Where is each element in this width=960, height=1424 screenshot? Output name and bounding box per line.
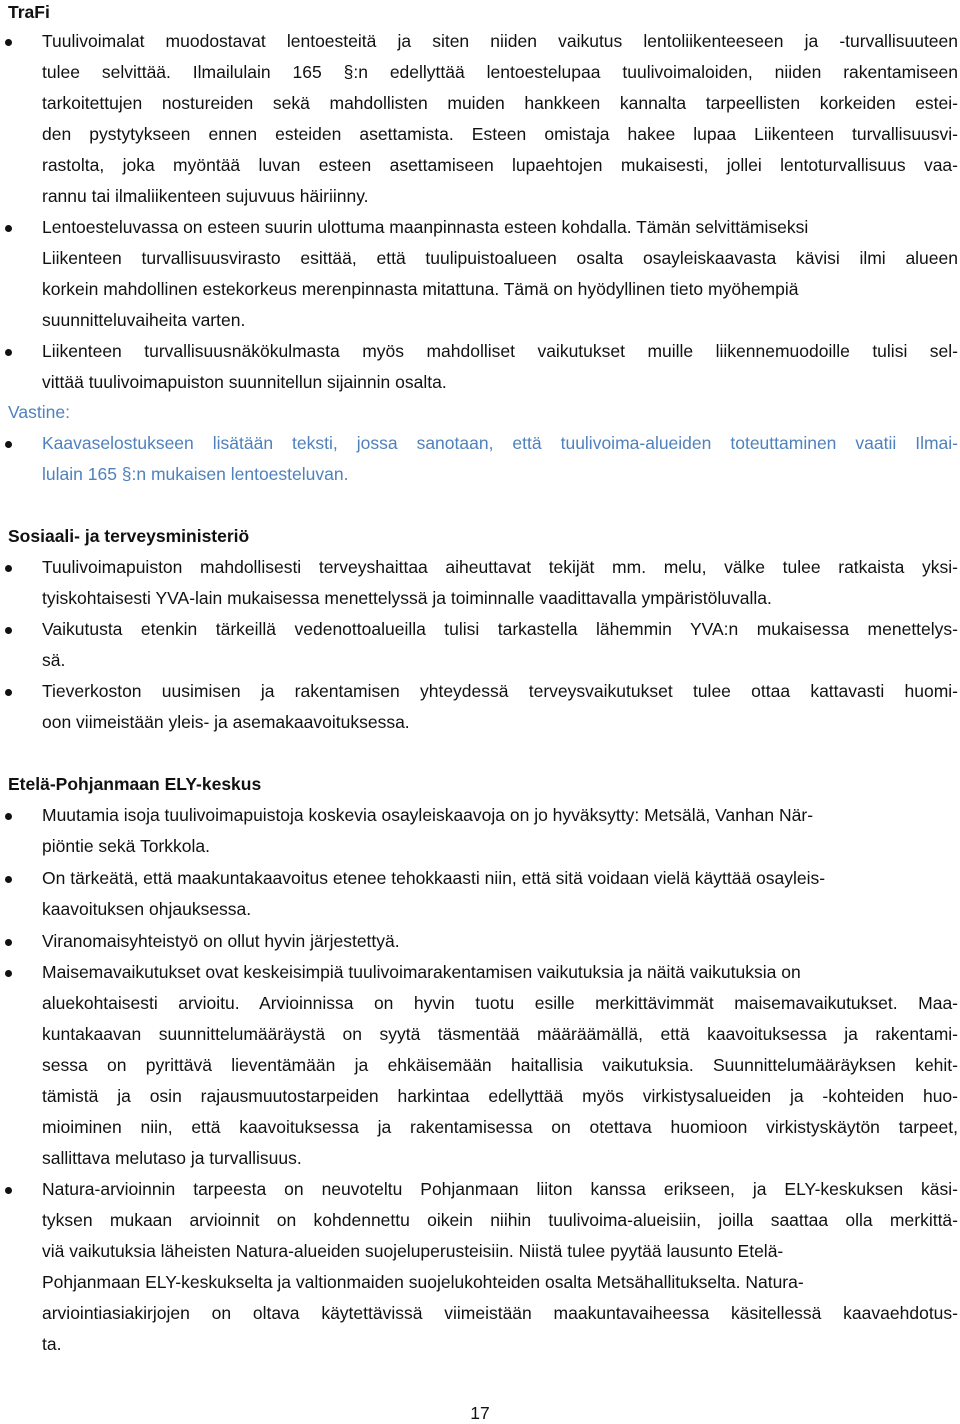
bullet-dot — [5, 970, 12, 977]
vastine-text-line: lulain 165 §:n mukaisen lentoesteluvan. — [42, 464, 349, 484]
bullet-dot — [5, 1187, 12, 1194]
text-line: Natura-arvioinnin tarpeesta on neuvoteltu Pohjanmaan liiton kanssa erikseen, ja ELY-keskuksen käsi- — [42, 1179, 958, 1199]
bullet-dot — [5, 813, 12, 820]
text-line: sallittava melutaso ja turvallisuus. — [42, 1148, 302, 1168]
text-line: oon viimeistään yleis- ja asemakaavoituksessa. — [42, 712, 410, 732]
text-line: kaavoituksen ohjauksessa. — [42, 899, 252, 919]
text-line: rannu tai ilmaliikenteen sujuvuus häiriinny. — [42, 186, 369, 206]
vastine-text-line: Kaavaselostukseen lisätään teksti, jossa sanotaan, että tuulivoima-alueiden toteuttaminen vaatii Ilmai- — [42, 433, 958, 453]
text-line: vittää tuulivoimapuiston suunnitellun sijainnin osalta. — [42, 372, 447, 392]
bullet-dot — [5, 565, 12, 572]
bullet-dot — [5, 689, 12, 696]
text-line: Pohjanmaan ELY-keskukselta ja valtionmaiden suojelukohteiden osalta Metsähallitukselta. Natura- — [42, 1272, 804, 1292]
text-line: aluekohtaisesti arvioitu. Arvioinnissa on hyvin tuotu esille merkittävimmät maisemavaikutukset. Maa- — [42, 993, 958, 1013]
bullet-dot — [5, 39, 12, 46]
section-heading-stm: Sosiaali- ja terveysministeriö — [8, 526, 250, 546]
bullet-dot — [5, 349, 12, 356]
bullet-dot — [5, 876, 12, 883]
text-line: suunnitteluvaiheita varten. — [42, 310, 246, 330]
text-line: korkein mahdollinen estekorkeus merenpinnasta mitattuna. Tämä on hyödyllinen tieto myöhempiä — [42, 279, 799, 299]
text-line: arviointiasiakirjojen on oltava käytettävissä viimeistään maakuntavaiheessa käsitellessä kaavaehdotus- — [42, 1303, 958, 1323]
text-line: Muutamia isoja tuulivoimapuistoja koskevia osayleiskaavoja on jo hyväksytty: Metsälä, Vanhan När- — [42, 805, 814, 825]
text-line: Vaikutusta etenkin tärkeillä vedenottoalueilla tulisi tarkastella lähemmin YVA:n mukaisessa menettelys- — [42, 619, 958, 639]
text-line: On tärkeätä, että maakuntakaavoitus etenee tehokkaasti niin, että sitä voidaan vielä käyttää osayleis- — [42, 868, 826, 888]
text-line: tyksen mukaan arvioinnit on kohdennettu oikein niihin tuulivoima-alueisiin, joilla saattaa olla merkittä- — [42, 1210, 958, 1230]
text-line: tarkoitettujen nostureiden sekä mahdollisten muiden hankkeen kannalta tarpeellisten korkeiden estei- — [42, 93, 958, 113]
bullet-dot — [5, 441, 12, 448]
text-line: Liikenteen turvallisuusvirasto esittää, että tuulipuistoalueen osalta osayleiskaavasta kävisi ilmi alueen — [42, 248, 958, 268]
text-line: Tieverkoston uusimisen ja rakentamisen yhteydessä terveysvaikutukset tulee ottaa kattavasti huomi- — [42, 681, 958, 701]
text-line: piöntie sekä Torkkola. — [42, 836, 210, 856]
text-line: Liikenteen turvallisuusnäkökulmasta myös mahdolliset vaikutukset muille liikennemuodoille tulisi sel- — [42, 341, 958, 361]
section-heading-trafi: TraFi — [8, 2, 50, 22]
text-line: tyiskohtaisesti YVA-lain mukaisessa menettelyssä ja toiminnalle vaadittavalla ympäristöluvalla. — [42, 588, 772, 608]
text-line: mioiminen niin, että kaavoituksessa ja rakentamisessa on otettava huomioon virkistyskäytön tarpeet, — [42, 1117, 958, 1137]
text-line: sessa on pyrittävä lieventämään ja ehkäisemään haitallisia vaikutuksia. Suunnittelumääräyksen kehit- — [42, 1055, 958, 1075]
text-line: viä vaikutuksia läheisten Natura-alueiden suojeluperusteisiin. Niistä tulee pyytää lausunto Etelä- — [42, 1241, 784, 1261]
text-line: rastolta, joka myöntää luvan esteen asettamiseen lupaehtojen mukaisesti, jollei lentoturvallisuus vaa- — [42, 155, 958, 175]
text-line: den pystytykseen ennen esteiden asettamista. Esteen omistaja hakee lupaa Liikenteen turvallisuusvi- — [42, 124, 958, 144]
text-line: sä. — [42, 650, 66, 670]
text-line: Tuulivoimapuiston mahdollisesti terveyshaittaa aiheuttavat tekijät mm. melu, välke tulee ratkaista yksi- — [42, 557, 958, 577]
text-line: tämistä ja osin rajausmuutostarpeiden harkintaa edellyttää myös virkistysalueiden ja -kohteiden huo- — [42, 1086, 958, 1106]
text-line: Tuulivoimalat muodostavat lentoesteitä ja siten niiden vaikutus lentoliikenteeseen ja -turvallisuuteen — [42, 31, 958, 51]
text-line: ta. — [42, 1334, 62, 1354]
bullet-dot — [5, 225, 12, 232]
bullet-dot — [5, 939, 12, 946]
text-line: Viranomaisyhteistyö on ollut hyvin järjestettyä. — [42, 931, 400, 951]
text-line: Maisemavaikutukset ovat keskeisimpiä tuulivoimarakentamisen vaikutuksia ja näitä vaikutuksia on — [42, 962, 801, 982]
text-line: kuntakaavan suunnittelumääräystä on syytä täsmentää määräämällä, että kaavoituksessa ja rakentami- — [42, 1024, 958, 1044]
bullet-dot — [5, 627, 12, 634]
vastine-label: Vastine: — [8, 402, 70, 422]
page-number: 17 — [470, 1403, 490, 1423]
text-line: Lentoesteluvassa on esteen suurin ulottuma maanpinnasta esteen kohdalla. Tämän selvittämiseksi — [42, 217, 809, 237]
text-line: tulee selvittää. Ilmailulain 165 §:n edellyttää lentoestelupaa tuulivoimaloiden, niiden rakentamiseen — [42, 62, 958, 82]
section-heading-ely: Etelä-Pohjanmaan ELY-keskus — [8, 774, 262, 794]
